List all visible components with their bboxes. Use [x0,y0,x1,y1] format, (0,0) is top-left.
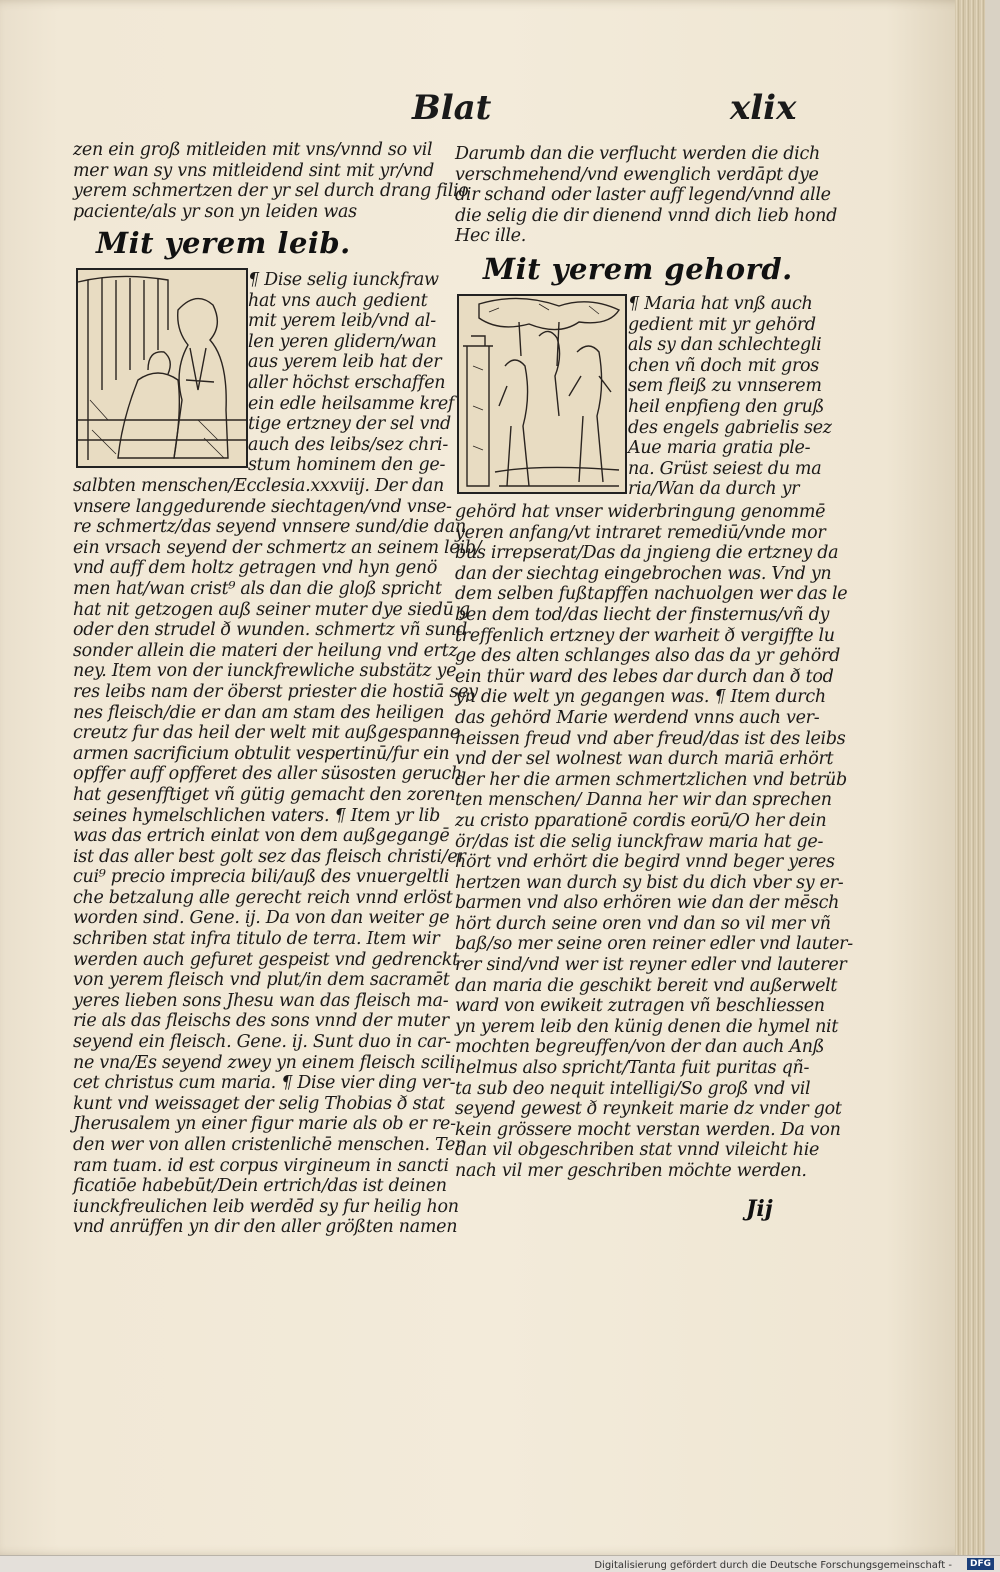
left-column-top [73,140,469,222]
text-line: ria/Wan da durch yr [628,479,800,500]
text-line: der her die armen schmertzlichen vnd betrüb [455,769,847,790]
text-line: re schmertz/das seyend vnnsere sund/die dan [73,517,466,538]
page-edge [955,0,985,1556]
text-line: armen sacrificium obtulit vespertinū/fur ein [73,743,450,764]
dfg-logo: DFG [967,1558,994,1570]
text-line: dan vil obgeschriben stat vnnd vileicht hie [455,1140,820,1161]
text-line: chen vñ doch mit gros [628,355,819,376]
text-line: als sy dan schlechtegli [628,335,822,356]
text-line: kein grössere mocht verstan werden. Da von [455,1119,841,1140]
text-line: dir schand oder laster auff legend/vnnd alle [455,185,831,206]
text-line: na. Grüst seiest du ma [628,458,822,479]
text-line: che betzalung alle gerecht reich vnnd erlöst [73,887,453,908]
text-line: heil enpfieng den gruß [628,396,825,417]
text-line: seines hymelschlichen vaters. ¶ Item yr lib [73,805,440,826]
text-line: aller höchst erschaffen [248,372,446,393]
woodcut-illustration-right [457,294,627,494]
text-line: baß/so mer seine oren reiner edler vnd lauter- [455,934,853,955]
text-line: ein vrsach seyend der schmertz an seinem leib/ [73,537,482,558]
text-line: yn yerem leib den künig denen die hymel nit [455,1016,839,1037]
text-line: ficatiōe habebūt/Dein ertrich/das ist deinen [73,1176,447,1197]
text-line: salbten menschen/Ecclesia.xxxviij. Der dan [73,476,444,496]
text-line: res leibs nam der öberst priester die hostiā sey [73,681,478,702]
text-line: seyend gewest ð reynkeit marie dz vnder got [455,1099,842,1120]
text-line: ram tuam. id est corpus virgineum in sancti [73,1155,449,1176]
text-line: worden sind. Gene. ij. Da von dan weiter ge [73,908,450,929]
text-line: die selig die dir dienend vnnd dich lieb hond [455,205,838,226]
section-heading-leib: Mit yerem leib. [96,226,351,260]
text-line: ein thür ward des lebes dar durch dan ð tod [455,666,834,687]
text-line: paciente/als yr son yn leiden was [73,201,357,222]
text-line: werden auch gefuret gespeist vnd gedrenckt [73,949,459,970]
text-line: len yeren glidern/wan [248,331,437,352]
text-line: was das ertrich einlat von dem außgegangē [73,826,450,847]
text-line: creutz fur das heil der welt mit außgespanne [73,723,460,744]
text-line: barmen vnd also erhören wie dan der mēsch [455,893,840,914]
text-line: ben dem tod/das liecht der finsternus/vñ dy [455,604,830,625]
text-line: helmus also spricht/Tanta fuit puritas qñ- [455,1058,810,1079]
text-line: verschmehend/vnd ewenglich verdāpt dye [455,164,819,185]
text-line: yerem schmertzen der yr sel durch drang filio [73,181,469,202]
text-line: ward von ewikeit zutragen vñ beschliessen [455,996,825,1017]
text-line: rer sind/vnd wer ist reyner edler vnd lauterer [455,955,847,976]
right-column-beside-woodcut [628,294,832,500]
text-line: vnd anrüffen yn dir den aller größten namen [73,1217,458,1238]
text-line: sem fleiß zu vnnserem [628,376,822,397]
text-line: Hec ille. [455,226,526,247]
text-line: hat nit getzogen auß seiner muter dye siedū g [73,599,470,620]
left-column-beside-woodcut [248,270,455,476]
text-line: mit yerem leib/vnd al- [248,311,436,332]
text-line: hertzen wan durch sy bist du dich vber sy er- [455,872,844,893]
text-line: mer wan sy vns mitleidend sint mit yr/vnd [73,160,435,181]
text-line: ör/das ist die selig iunckfraw maria hat ge- [455,831,824,852]
text-line: vnd der sel wolnest wan durch mariā erhört [455,749,834,770]
text-line: ge des alten schlanges also das da yr gehörd [455,646,840,667]
text-line: ein edle heilsamme kref [248,393,455,414]
running-head: Blat [412,88,492,128]
text-line: iunckfreulichen leib werdēd sy fur heilig hon [73,1196,459,1217]
text-line: hört vnd erhört die begird vnnd beger yeres [455,852,835,873]
text-line: hat vns auch gedient [248,290,428,311]
text-line: ten menschen/ Danna her wir dan sprechen [455,790,832,811]
text-line: ist das aller best golt sez das fleisch christi/er [73,846,466,867]
text-line: dan maria die geschikt bereit vnd außerwelt [455,975,838,996]
text-line: vnd auff dem holtz getragen vnd hyn genö [73,558,438,579]
text-line: aus yerem leib hat der [248,352,442,373]
text-line: treffenlich ertzney der warheit ð vergiffte lu [455,625,835,646]
section-heading-gehord: Mit yerem gehord. [483,252,793,286]
text-line: kunt vnd weissaget der selig Thobias ð stat [73,1093,445,1114]
text-line: oder den strudel ð wunden. schmertz vñ sund [73,620,468,641]
footer-credit: Digitalisierung gefördert durch die Deutsche Forschungsgemeinschaft - [594,1560,952,1571]
text-line: dem selben fußtapffen nachuolgen wer das le [455,584,848,605]
text-line: hat gesenfftiget vñ gütig gemacht den zoren [73,784,456,805]
text-line: nach vil mer geschriben möchte werden. [455,1161,807,1181]
text-line: auch des leibs/sez chri- [248,434,448,455]
left-column-main [73,476,482,1238]
text-line: Darumb dan die verflucht werden die dich [455,144,820,164]
text-line: ta sub deo nequit intelligi/So groß vnd vil [455,1078,811,1099]
text-line: Aue maria gratia ple- [628,438,811,459]
text-line: yeren anfang/vt intraret remediū/vnde mor [455,522,826,543]
text-line: bus irrepserat/Das da jngieng die ertzney da [455,543,839,564]
text-line: cui⁹ precio imprecia bili/auß des vnuergeltli [73,867,450,888]
text-line: zu cristo pparationē cordis eorū/O her dein [455,810,827,831]
text-line: mochten begreuffen/von der dan auch Anß [455,1037,825,1058]
text-line: sonder allein die materi der heilung vnd ertz [73,640,458,661]
text-line: cet christus cum maria. ¶ Dise vier ding ver- [73,1073,456,1094]
text-line: heissen freud vnd aber freud/das ist des leibs [455,728,846,749]
text-line: rie als das fleischs des sons vnnd der muter [73,1011,449,1032]
footer-bar [0,1555,1000,1572]
folio-number: xlix [730,88,797,128]
text-line: schriben stat infra titulo de terra. Item wir [73,929,440,950]
text-line: den wer von allen cristenlichē menschen. Ter [73,1135,464,1155]
text-line: vnsere langgedurende siechtagen/vnd vnse- [73,496,452,517]
text-line: Jherusalem yn einer figur marie als ob er re- [73,1114,456,1135]
text-line: men hat/wan crist⁹ als dan die gloß spricht [73,578,442,599]
text-line: nes fleisch/die er dan am stam des heiligen [73,702,445,723]
catchword: Jij [746,1196,773,1222]
right-column-main [455,502,853,1182]
text-line: yeres lieben sons Jhesu wan das fleisch ma- [73,990,449,1011]
text-line: ney. Item von der iunckfrewliche substätz ye [73,661,457,682]
text-line: opffer auff opfferet des aller süsosten geruch [73,764,463,785]
text-line: das gehörd Marie werdend vnns auch ver- [455,707,820,728]
text-line: dan der siechtag eingebrochen was. Vnd yn [455,563,832,584]
text-line: yn die welt yn gegangen was. ¶ Item durch [455,687,826,708]
text-line: gedient mit yr gehörd [628,314,816,335]
woodcut-illustration-left [76,268,248,468]
text-line: des engels gabrielis sez [628,417,832,438]
text-line: gehörd hat vnser widerbringung genommē [455,502,826,522]
text-line: von yerem fleisch vnd plut/in dem sacramēt [73,970,450,991]
text-line: ne vna/Es seyend zwey yn einem fleisch scili [73,1052,456,1073]
right-column-top [455,144,838,247]
text-line: seyend ein fleisch. Gene. ij. Sunt duo in car- [73,1032,451,1053]
text-line: stum hominem den ge- [248,455,446,476]
text-line: ¶ Maria hat vnß auch [628,294,813,314]
text-line: hört durch seine oren vnd dan so vil mer vñ [455,913,831,934]
text-line: tige ertzney der sel vnd [248,414,451,435]
text-line: zen ein groß mitleiden mit vns/vnnd so vil [73,140,433,160]
text-line: ¶ Dise selig iunckfraw [248,270,439,290]
